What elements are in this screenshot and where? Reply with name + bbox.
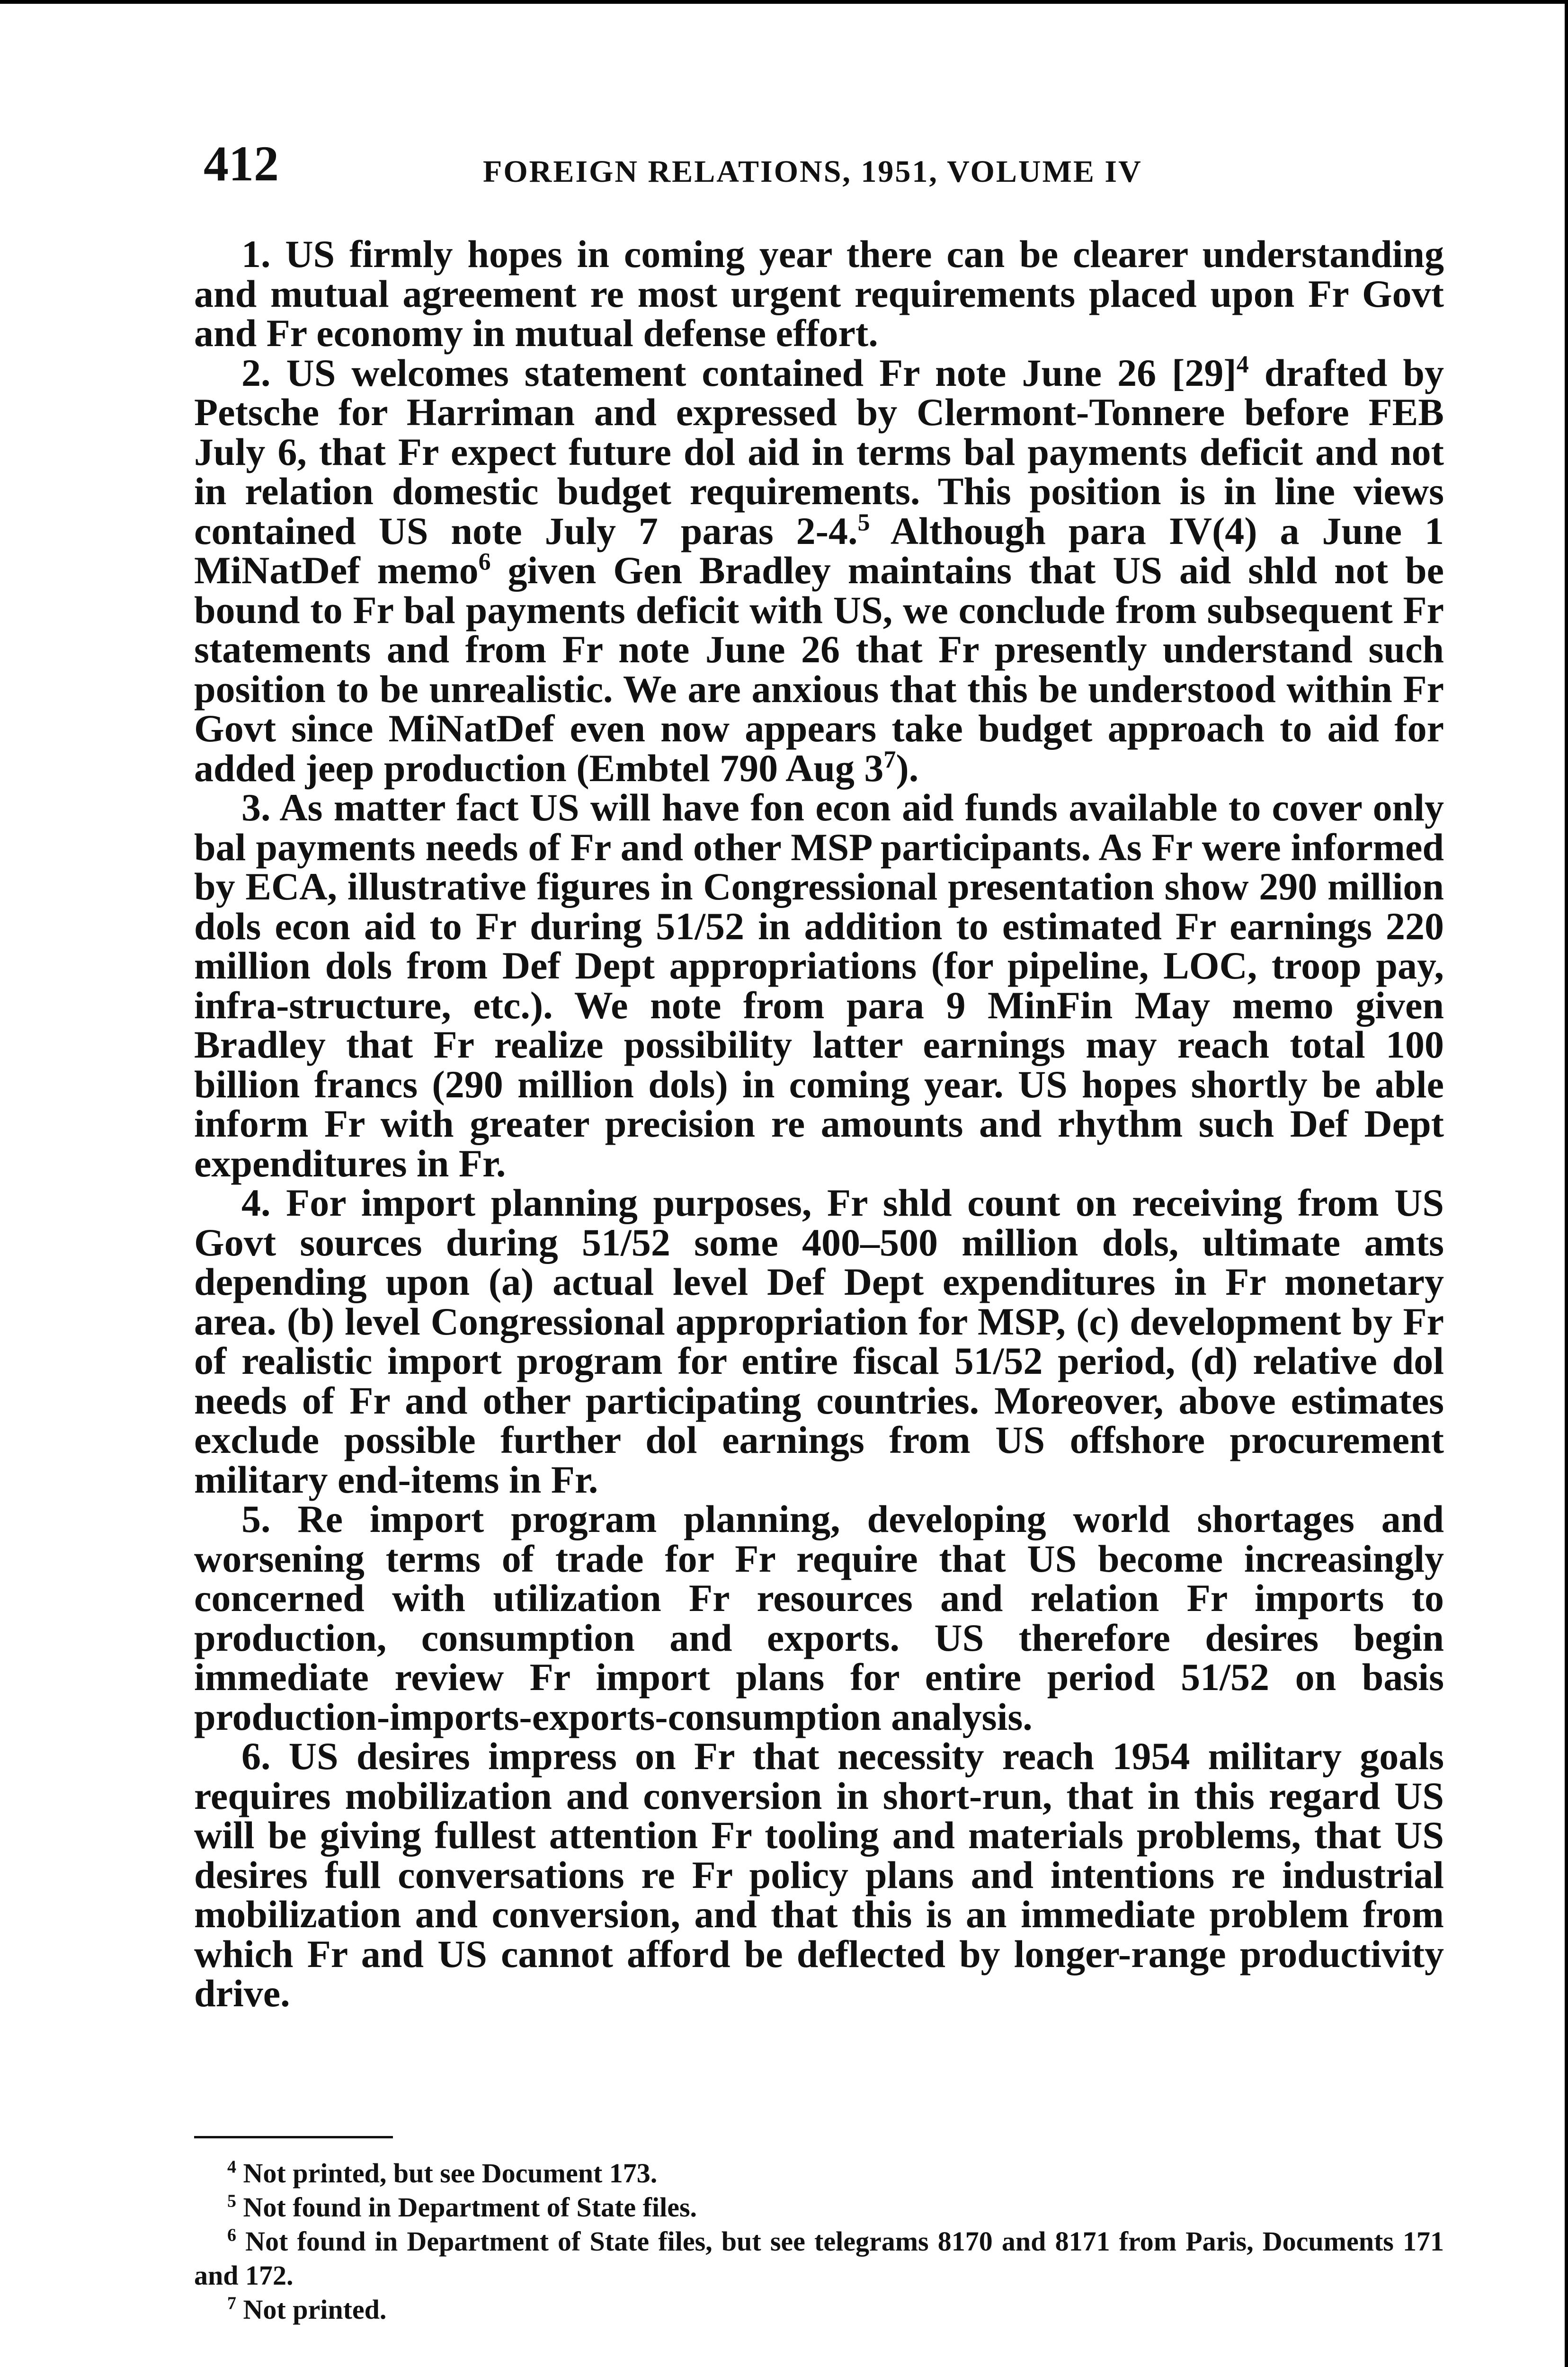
body-text	[194, 234, 1444, 2013]
running-head: FOREIGN RELATIONS, 1951, VOLUME IV	[483, 154, 1142, 189]
footnote-7	[194, 2293, 1444, 2327]
footnote-ref-6: 6	[478, 548, 491, 576]
footnote-text: Not found in Department of State files, but see telegrams 8170 and 8171 from Paris, Documents 171 and 172.	[194, 2226, 1444, 2291]
paragraph-2-part-3: Although para IV(4) a June 1 MiNatDef memo	[194, 509, 1444, 592]
footnote-mark: 6	[227, 2225, 236, 2245]
paragraph-2	[194, 353, 1444, 788]
footnote-6	[194, 2225, 1444, 2293]
page-header	[204, 135, 1439, 192]
footnote-text: Not found in Department of State files.	[243, 2192, 697, 2223]
footnote-text: Not printed, but see Document 173.	[243, 2158, 658, 2189]
right-border	[1565, 0, 1568, 2367]
paragraph-3: 3. As matter fact US will have fon econ aid funds available to cover only bal payments needs of Fr and other MSP participants. As Fr were informed by ECA, illustrative figures in Congressional presentation show 290 million dols econ aid to Fr during 51/52 in addition to estimated Fr earnings 220 million dols from Def Dept appropriations (for pipeline, LOC, troop pay, infra-structure, etc.). We note from para 9 MinFin May memo given Bradley that Fr realize possibility latter earnings may reach total 100 billion francs (290 million dols) in coming year. US hopes shortly be able inform Fr with greater precision re amounts and rhythm such Def Dept expenditures in Fr.	[194, 786, 1444, 1185]
paragraph-2-part-4: given Gen Bradley maintains that US aid shld not be bound to Fr bal payments deficit with US, we conclude from subsequent Fr statements and from Fr note June 26 that Fr presently understand such position to be unrealistic. We are anxious that this be understood within Fr Govt since MiNatDef even now appears take budget approach to aid for added jeep production (Embtel 790 Aug 3	[194, 549, 1444, 790]
top-border	[0, 0, 1568, 4]
footnote-mark: 4	[227, 2157, 236, 2177]
footnote-mark: 7	[227, 2293, 236, 2314]
footnotes	[194, 2156, 1444, 2327]
footnote-ref-7: 7	[883, 746, 896, 774]
footnote-5	[194, 2190, 1444, 2225]
paragraph-2-part-5: ).	[896, 746, 919, 790]
footnote-ref-5: 5	[857, 509, 870, 536]
footnote-ref-4: 4	[1236, 351, 1249, 378]
paragraph-4: 4. For import planning purposes, Fr shld count on receiving from US Govt sources during 51/52 some 400–500 million dols, ultimate amts depending upon (a) actual level Def Dept expenditures in Fr monetary area. (b) level Congressional appropriation for MSP, (c) development by Fr of realistic import program for entire fiscal 51/52 period, (d) relative dol needs of Fr and other participating countries. Moreover, above estimates exclude possible further dol earnings from US offshore procurement military end-items in Fr.	[194, 1181, 1444, 1501]
paragraph-5: 5. Re import program planning, developing world shortages and worsening terms of trade for Fr require that US become increasingly concerned with utilization Fr resources and relation Fr imports to production, consumption and exports. US therefore desires begin immediate review Fr import plans for entire period 51/52 on basis production-imports-exports-consumption analysis.	[194, 1497, 1444, 1738]
footnote-4	[194, 2156, 1444, 2190]
page-number: 412	[204, 136, 279, 191]
footnote-mark: 5	[227, 2191, 236, 2211]
paragraph-6: 6. US desires impress on Fr that necessity reach 1954 military goals requires mobilization and conversion in short-run, that in this regard US will be giving fullest attention Fr tooling and materials problems, that US desires full conversations re Fr policy plans and intentions re industrial mobilization and conversion, and that this is an immediate problem from which Fr and US cannot afford be deflected by longer-range productivity drive.	[194, 1735, 1444, 2015]
paragraph-1: 1. US firmly hopes in coming year there can be clearer understanding and mutual agreement re most urgent requirements placed upon Fr Govt and Fr economy in mutual defense effort.	[194, 232, 1444, 355]
paragraph-2-part-2: drafted by Petsche for Harriman and expressed by Clermont-Tonnere before FEB July 6, that Fr expect future dol aid in terms bal payments deficit and not in relation domestic budget requirements. This position is in line views contained US note July 7 paras 2-4.	[194, 351, 1444, 552]
footnote-text: Not printed.	[243, 2294, 387, 2325]
footnote-divider	[194, 2136, 393, 2138]
paragraph-2-part-1: 2. US welcomes statement contained Fr note June 26 [29]	[241, 351, 1237, 394]
